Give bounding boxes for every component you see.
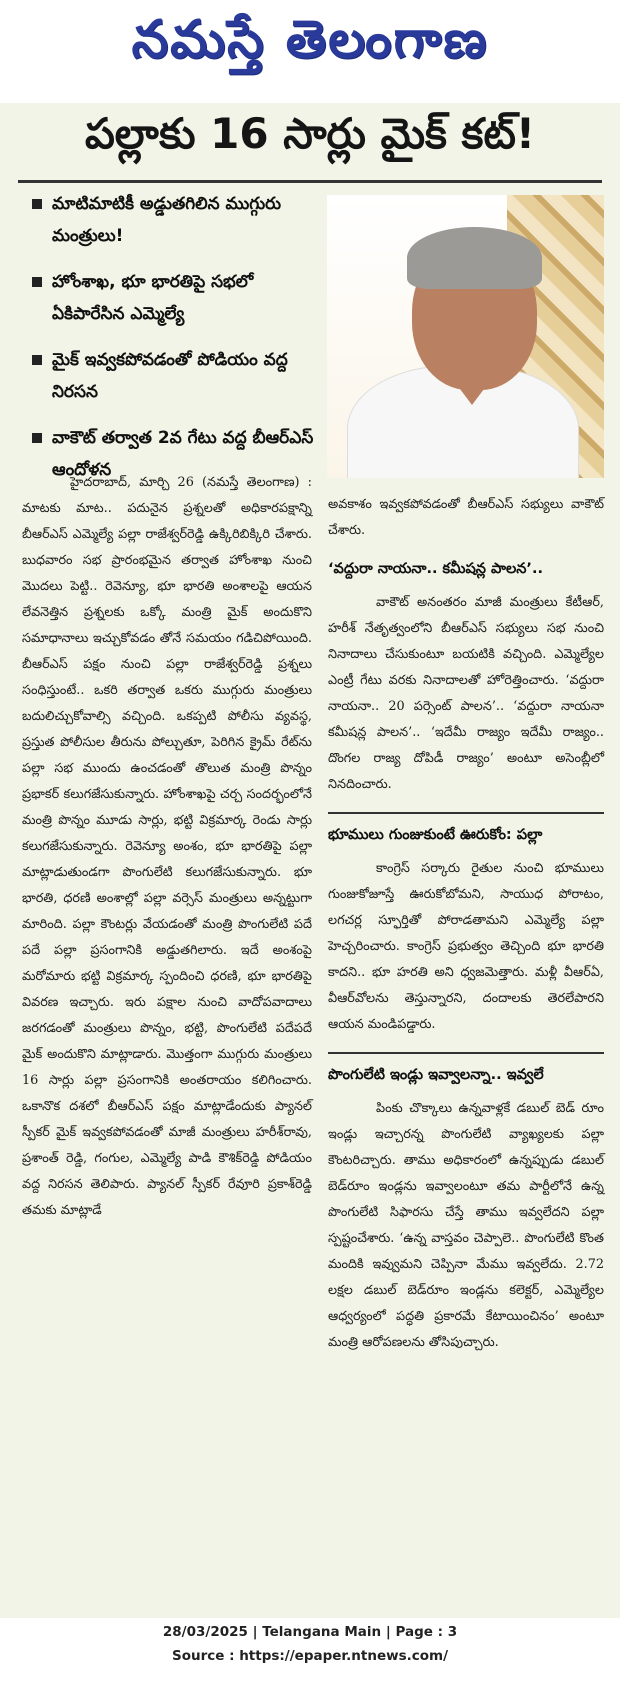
edition-info: 28/03/2025 | Telangana Main | Page : 3 (162, 1624, 458, 1640)
right-intro-text: అవకాశం ఇవ్వకపోవడంతో బీఆర్ఎస్ సభ్యులు వాకౌట్ చేశారు. (328, 497, 604, 538)
bullet-item: హోంశాఖ, భూ భారతిపై సభలో ఏకిపారేసిన ఎమ్మెల్యే (30, 266, 330, 330)
section-heading: ‘వద్దురా నాయనా.. కమీషన్ల పాలన’.. (328, 561, 543, 577)
article-right-column (328, 492, 604, 1356)
bullet-item: మాటిమాటికీ అడ్డుతగిలిన ముగ్గురు మంత్రులు! (30, 188, 330, 252)
article-headline: పల్లాకు 16 సార్లు మైక్ కట్! (84, 109, 536, 158)
highlight-bullets (30, 188, 330, 500)
section-body: పింకు చొక్కాలు ఉన్నవాళ్లకే డబుల్ బెడ్ రూం ఇండ్లు ఇచ్చారన్న పొంగులేటి వ్యాఖ్యలకు పల్లా కౌంటరిచ్చారు. తాము అధికారంలో ఉన్నప్పుడు డబుల్ బెడ్‌రూం ఇండ్లను ఇవ్వాలంటూ తమ పార్టీలోనే ఉన్న పొంగులేటి సిఫారసు చేస్తే తాము ఇవ్వలేదని పల్లా స్పష్టంచేశారు. ‘ఉన్న వాస్తవం చెప్పాలె.. పొంగులేటి కొంత మందికి ఇవ్వుమని చెప్పినా మేము ఇవ్వలేదు. 2.72 లక్షల డబుల్ బెడ్‌రూం ఇండ్లను కలెక్టర్, ఎమ్మెల్యేల ఆధ్వర్యంలో పద్ధతి ప్రకారమే కేటాయించినం’ అంటూ మంత్రి ఆరోపణలను తోసిపుచ్చారు. (328, 1101, 604, 1350)
page-footer (0, 1620, 620, 1668)
section-heading: భూములు గుంజుకుంటే ఊరుకోం: పల్లా (328, 812, 604, 846)
photo-hair (407, 227, 542, 289)
masthead (0, 0, 620, 92)
source-link[interactable]: Source : https://epaper.ntnews.com/ (171, 1648, 449, 1664)
article-left-column (22, 470, 312, 1224)
headline-divider (18, 180, 602, 183)
left-body-text: హైదరాబాద్, మార్చి 26 (నమస్తే తెలంగాణ) : మాటకు మాట.. పదునైన ప్రశ్నలతో అధికారపక్షాన్ని బీఆర్ఎస్ ఎమ్మెల్యే పల్లా రాజేశ్వర్‌రెడ్డి ఉక్కిరిబిక్కిరి చేశారు. బుధవారం సభ ప్రారంభమైన తర్వాత హోంశాఖ నుంచి మొదలు పెట్టి.. రెవెన్యూ, భూ భారతి అంశాలపై ఆయన లేవనెత్తిన ప్రశ్నలకు ఒక్కో మంత్రి మైక్ అందుకొని సమాధానాలు ఇచ్చుకోవడం తోనే సమయం గడిచిపోయింది. బీఆర్ఎస్ పక్షం నుంచి పల్లా రాజేశ్వర్‌రెడ్డి ప్రశ్నలు సంధిస్తుంటే.. ఒకరి తర్వాత ఒకరు ముగ్గురు మంత్రులు బదులిచ్చుకోవాల్సి వచ్చింది. ఒకప్పటి పోలీసు వ్యవస్థ, ప్రస్తుత పోలీసుల తీరును పోల్చుతూ, పెరిగిన క్రైమ్ రేట్‌ను పల్లా సభ ముందు ఉంచడంతో తొలుత మంత్రి పొన్నం ప్రభాకర్ కలుగజేసుకున్నారు. హోంశాఖపై చర్చ సందర్భంలోనే మంత్రి పొన్నం మూడు సార్లు, భట్టి విక్రమార్క రెండు సార్లు కలుగజేసుకున్నారు. రెవెన్యూ అంశం, భూ భారతిపై పల్లా మాట్లాడుతుండగా పొంగులేటి కలుగజేసుకున్నారు. భూ భారతి, ధరణి అంశాల్లో పల్లా వర్సెస్ మంత్రులు అన్నట్టుగా మారింది. పల్లా కౌంటర్లు వేయడంతో మంత్రి పొంగులేటి పదే పదే పల్లా ప్రసంగానికి అడ్డుతగిలారు. ఇదే అంశంపై మరోమారు భట్టి విక్రమార్క స్పందించి ధరణి, భూ భారతిపై వివరణ ఇచ్చారు. ఇరు పక్షాల నుంచి వాదోపవాదాలు జరగడంతో మంత్రులు పొన్నం, భట్టి, పొంగులేటి పదేపదే మైక్ అందుకొని మాట్లాడారు. మొత్తంగా ముగ్గురు మంత్రులు 16 సార్లు పల్లా ప్రసంగానికి అంతరాయం కలిగించారు. ఒకానొక దశలో బీఆర్ఎస్ పక్షం మాట్లాడేందుకు ప్యానల్ స్పీకర్ మైక్ ఇవ్వకపోవడంతో మాజీ మంత్రులు హరీశ్‌రావు, ప్రశాంత్ రెడ్డి, గంగుల, ఎమ్మెల్యే పాడి కౌశిక్‌రెడ్డి పోడియం వద్ద నిరసన తెలిపారు. ప్యానల్ స్పీకర్ రేవూరి ప్రకాశ్‌రెడ్డి తమకు మాట్లాడే (22, 475, 312, 1218)
section-body: కాంగ్రెస్ సర్కారు రైతుల నుంచి భూములు గుంజుకోజూస్తే ఊరుకోబోమని, సాయుధ పోరాటం, లగచర్ల స్ఫూర్తితో పోరాడతామని ఎమ్మెల్యే పల్లా హెచ్చరించారు. కాంగ్రెస్ ప్రభుత్వం తెచ్చింది భూ భారతి కాదని.. భూ హరతి అని ధ్వజమెత్తారు. మళ్లీ వీఆర్ఏ, వీఆర్‌వోలను తెస్తున్నారని, దందాలకు తెరలేపారని ఆయన మండిపడ్డారు. (328, 861, 604, 1032)
bullet-item: మైక్ ఇవ్వకపోవడంతో పోడియం వద్ద నిరసన (30, 344, 330, 408)
bullet-item: వాకౌట్ తర్వాత 2వ గేటు వద్ద బీఆర్ఎస్ ఆందోళన (30, 422, 330, 486)
section-body: వాకౌట్ అనంతరం మాజీ మంత్రులు కేటీఆర్, హరీశ్ నేతృత్వంలోని బీఆర్ఎస్ సభ్యులు సభ నుంచి నినాదాలు చేసుకుంటూ బయటికి వచ్చింది. ఎమ్మెల్యేల ఎంట్రీ గేటు వరకు నినాదాలతో హోరెత్తించారు. ‘వద్దురా నాయనా.. 20 పర్సెంట్ పాలన’.. ‘వద్దురా నాయనా కమీషన్ల పాలన’.. ‘ఇదేమీ రాజ్యం ఇదేమీ రాజ్యం.. దొంగల రాజ్య దోపిడీ రాజ్యం’ అంటూ అసెంబ్లీలో నినదించారు. (328, 595, 604, 792)
person-photo (327, 195, 604, 478)
masthead-title: నమస్తే తెలంగాణ (131, 9, 489, 70)
section-heading: పొంగులేటి ఇండ్లు ఇవ్వాలన్నా.. ఇవ్వలే (328, 1052, 604, 1086)
